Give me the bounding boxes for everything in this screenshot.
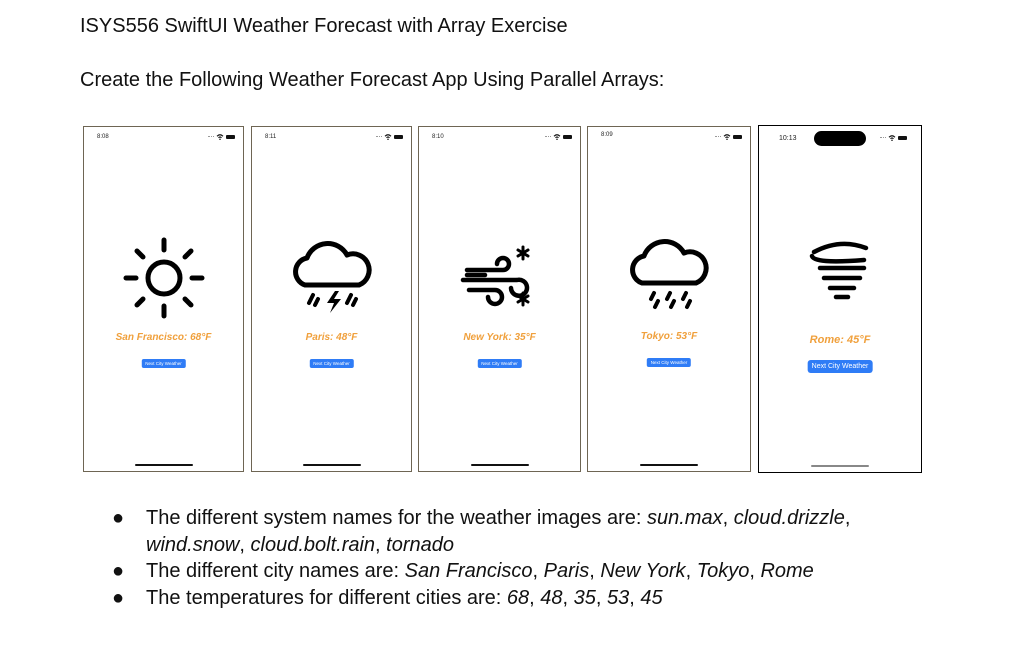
battery-icon bbox=[898, 136, 907, 140]
phone-screenshot-tokyo bbox=[587, 126, 751, 472]
city-temperature-label: New York: 35°F bbox=[463, 332, 536, 343]
sun-max-icon bbox=[121, 235, 207, 321]
bullet-marker: ● bbox=[112, 507, 125, 529]
document-subtitle: Create the Following Weather Forecast App Using Parallel Arrays: bbox=[80, 69, 665, 91]
status-icons bbox=[715, 134, 742, 140]
home-indicator bbox=[135, 464, 193, 466]
phone-screenshot-san-francisco bbox=[83, 126, 244, 472]
status-icons bbox=[880, 135, 907, 141]
home-indicator bbox=[303, 464, 361, 466]
status-icons bbox=[208, 134, 235, 140]
phone-screenshot-new-york bbox=[418, 126, 581, 472]
status-icons bbox=[376, 134, 403, 140]
cloud-bolt-rain-icon bbox=[287, 235, 377, 321]
status-time: 10:13 bbox=[779, 135, 797, 142]
next-city-weather-button[interactable]: Next City Weather bbox=[647, 358, 691, 367]
wifi-icon bbox=[553, 134, 561, 140]
next-city-weather-button[interactable]: Next City Weather bbox=[141, 359, 185, 368]
city-temperature-label: San Francisco: 68°F bbox=[115, 332, 212, 343]
wifi-icon bbox=[384, 134, 392, 140]
bullet-marker: ● bbox=[112, 586, 125, 609]
phone-screenshot-paris bbox=[251, 126, 412, 472]
cloud-drizzle-icon bbox=[624, 233, 714, 319]
wifi-icon bbox=[723, 134, 731, 140]
bullet-item-image-names: ● The different system names for the weather images are: sun.max, cloud.drizzle, wind.snow, cloud.bolt.rain, tornado bbox=[112, 507, 851, 556]
battery-icon bbox=[394, 135, 403, 139]
wifi-icon bbox=[216, 134, 224, 140]
status-time: 8:09 bbox=[601, 132, 613, 138]
bullet-list bbox=[112, 505, 926, 611]
battery-icon bbox=[563, 135, 572, 139]
wind-snow-icon bbox=[455, 235, 545, 321]
next-city-weather-button[interactable]: Next City Weather bbox=[808, 360, 873, 373]
next-city-weather-button[interactable]: Next City Weather bbox=[477, 359, 521, 368]
next-city-weather-button[interactable]: Next City Weather bbox=[309, 359, 353, 368]
home-indicator bbox=[811, 465, 869, 467]
city-temperature-label: Paris: 48°F bbox=[305, 332, 358, 343]
city-temperature-label: Rome: 45°F bbox=[809, 334, 871, 346]
status-icons bbox=[545, 134, 572, 140]
bullet-marker: ● bbox=[112, 560, 125, 582]
status-time: 8:10 bbox=[432, 134, 444, 140]
document-title: ISYS556 SwiftUI Weather Forecast with Array Exercise bbox=[80, 15, 568, 37]
tornado-icon bbox=[800, 236, 880, 316]
status-time: 8:11 bbox=[265, 134, 277, 140]
city-temperature-label: Tokyo: 53°F bbox=[640, 331, 698, 342]
home-indicator bbox=[640, 464, 698, 466]
phone-screenshot-rome bbox=[758, 125, 922, 473]
dynamic-island bbox=[814, 131, 866, 146]
home-indicator bbox=[471, 464, 529, 466]
battery-icon bbox=[733, 135, 742, 139]
bullet-item-city-names: ● The different city names are: San Francisco, Paris, New York, Tokyo, Rome bbox=[112, 558, 926, 585]
wifi-icon bbox=[888, 135, 896, 141]
battery-icon bbox=[226, 135, 235, 139]
status-time: 8:08 bbox=[97, 134, 109, 140]
bullet-item-temperatures: ● The temperatures for different cities are: 68, 48, 35, 53, 45 bbox=[112, 585, 926, 612]
